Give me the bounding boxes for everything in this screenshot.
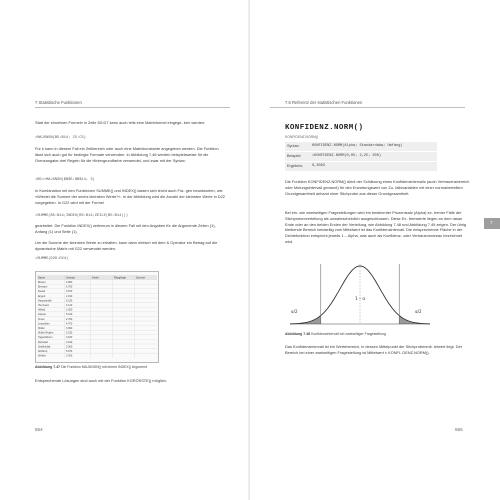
table-cell: Hillard: [38, 308, 46, 312]
table-cell: 3.990: [66, 327, 73, 330]
table-cell: Rehwald: [38, 340, 48, 344]
body-paragraph: Entsprechende Lösungen sind auch mit der Funktion KGRÖSSTE() möglich.: [35, 378, 167, 383]
table-cell: 5.870: [66, 350, 73, 353]
caption-text: Konfidenzintervall bei zweiseitiger Fragestellung: [311, 332, 386, 336]
table-cell: 3.870: [66, 290, 73, 294]
result-value: 0,3093: [312, 163, 325, 168]
table-cell: 3.350: [66, 308, 73, 312]
table-cell: Becker: [38, 281, 46, 284]
chapter-thumb-tab: [484, 218, 500, 229]
example-row: [285, 152, 437, 161]
caption-label: Abbildung 7.48: [285, 332, 311, 336]
confidence-label: 1 – α: [355, 296, 366, 301]
intro-paragraph: Statt der einzelnen Formeln in Zeile D5:D7 kann auch tells eine Matrixformel eingege- ben werden:: [35, 120, 206, 125]
formula-line: =SUMME(B5:B14;INDEX(B5:B14;ZEILE(B5:B14))): [35, 214, 128, 218]
table-cell: Dudek: [38, 290, 46, 294]
syntax-box: [285, 142, 437, 172]
running-head-rule: [35, 107, 230, 108]
table-cell: 4.640: [66, 340, 73, 344]
figure-caption: [35, 365, 225, 370]
table-cell: Seidlinblatt: [38, 345, 51, 349]
function-subtitle: KONFIDENZ.NORM(): [285, 135, 319, 139]
spreadsheet-figure: [35, 271, 159, 363]
running-head: 7 Statistische Funktionen: [35, 100, 82, 105]
normal-distribution-figure: [285, 258, 435, 330]
table-cell: 2.780: [66, 317, 73, 321]
figure-caption: [285, 332, 470, 337]
result-row: [285, 162, 437, 171]
table-cell: 2.910: [66, 294, 73, 298]
table-cell: Wohlrep: [38, 350, 48, 353]
table-cell: 4.470: [66, 322, 73, 326]
column-header: Name: [38, 276, 45, 280]
syntax-label: Syntax:: [287, 143, 300, 148]
function-title: KONFIDENZ.NORM(): [285, 124, 364, 132]
result-label: Ergebnis:: [287, 163, 304, 168]
alpha-half-left-label: α/2: [291, 309, 298, 314]
table-cell: Hauptstraße: [38, 299, 52, 303]
table-cell: Leopoldes: [38, 322, 50, 326]
caption-label: Abbildung 7.47: [35, 365, 61, 369]
spreadsheet-grid: [36, 272, 158, 362]
table-cell: 2.560: [66, 345, 73, 349]
example-label: Beispiel:: [287, 153, 302, 158]
column-header: Summe: [136, 276, 145, 280]
table-cell: Herrmann: [38, 304, 50, 307]
caption-text: Die Funktion MAJUNSN() mit einem INDEX() Argument: [61, 365, 148, 369]
table-cell: 6.330: [66, 299, 73, 303]
body-paragraph: Für k kann in diesem Fall ein Zellbereich oder auch eine Matrixkonstante angegeben werden. Die Funktion lässt sich auch gut für bedingte Formate verwenden. In Abbildung 7.46 werden beispielsweise für die Grenzangabe drei Regeln für die Hintergrundfarbe verwendet, und zwar mit der Syntax:: [35, 146, 219, 163]
body-paragraph: Das Konfidenzintervall ist ein Wertebereich, in dessen Mittelpunkt der Stichprobenmit- telwert liegt. Der Bereich bei einer zweiseitigen Fragestellung ist Mittelwert ± KONFI- DENZ.NORM().: [285, 344, 463, 355]
table-cell: 5.010: [66, 313, 73, 317]
alpha-half-right-label: α/2: [415, 309, 422, 314]
table-cell: 3.180: [66, 336, 73, 340]
formula-line: =SUMME(D20:D24): [35, 257, 69, 261]
table-cell: 5.230: [66, 331, 73, 335]
normal-distribution-plot: [285, 258, 435, 330]
table-cell: Müller Regine: [38, 331, 54, 335]
table-cell: 3.420: [66, 354, 73, 358]
body-paragraph: gearbeitet. Die Funktion INDEX() zeilenrum in diesem Fall mit den Angaben für die Argumente Zeilen (1), Anfang (1) und Seite (1).: [35, 223, 216, 234]
page-number: 555: [455, 427, 463, 432]
body-paragraph: Um die Summe der kleinsten Werte zu erhalten, kann dann einfach mit dem & Operator ein Betrag auf die dynamische Matrix mit G22 verwendet werden.: [35, 240, 218, 251]
column-header: Rangfolge: [114, 276, 126, 280]
body-paragraph: Die Funktion KONFIDENZ.NORM() dient der Schätzung eines Konfidenzintervalls (auch Vertrauensbereich oder Mutungsintervall genannt) für den Erwartungswert von Zu- fallsvariablen mit einer normalverteilten Grundgesamtheit anhand einer Stichprobe aus dieser Grundgesamtheit.: [285, 179, 470, 196]
syntax-row: [285, 142, 437, 151]
table-cell: Bernaue: [38, 285, 48, 289]
right-page: [250, 0, 500, 500]
running-head-rule: [270, 107, 465, 108]
formula-line: =MAJUNSN(B5:B14; C5:C5): [35, 136, 86, 140]
table-cell: Tagesfahrten: [38, 336, 53, 340]
table-cell: Kaspar: [38, 313, 46, 317]
body-paragraph: In Kombination mit den Funktionen SUMME() und INDEX() lassen sich leicht auch Fra- gen beantworten, wie »Wieviel die Summe der sechs kleinsten Werte?«. In der Abbildung wird die Anzahl der kleinsten Werte in D22 vorgegeben. In G22 wird mit der Formel: [35, 188, 225, 205]
running-head: 7.6 Referenz der statistischen Funktionen: [285, 100, 363, 105]
table-cell: Engert: [38, 294, 46, 298]
table-cell: Müller: [38, 327, 45, 330]
table-cell: 4.860: [66, 281, 73, 284]
body-paragraph: Bei ein- wie zweiseitigen Fragestellungen wird ein bestimmter Prozentsatz (Alpha) ex- tremer Fälle der Stichprobenverteilung als unwahrscheinlich ausgeschlossen. Diese Ex- tremwerte liegen an dem rasan Ende oder an den beiden Enden der Verteilung, wie Abbildung 7.48 und Abbildung 7.49 zeigen. Der übrig bleibende Bereich beidseitig vom Mittelwert ist das Konfidenzintervall. Die entsprechende Fläche in der Dichtefunktion entspricht jeweils 1 – Alpha, was auch als Konfidenz- oder Vertrauensniveau bezeichnet wird.: [285, 210, 467, 244]
syntax-value: KONFIDENZ.NORM(Alpha; Standardabw; Umfang): [312, 143, 403, 148]
column-header: Umsatz: [66, 276, 75, 280]
table-cell: 4.120: [66, 304, 73, 307]
column-header: Anteil: [92, 276, 99, 280]
chapter-thumb-number: 7: [490, 220, 493, 225]
formula-line: =B5>=MAJUNSN($B$5:$B$14; 3): [35, 178, 95, 182]
table-cell: Wedler: [38, 354, 46, 358]
page-number: 554: [35, 427, 43, 432]
example-value: =KONFIDENZ.NORM(0,05; 2,25; 200): [312, 153, 382, 158]
table-cell: Kraus: [38, 317, 45, 321]
table-cell: 5.780: [66, 285, 73, 289]
